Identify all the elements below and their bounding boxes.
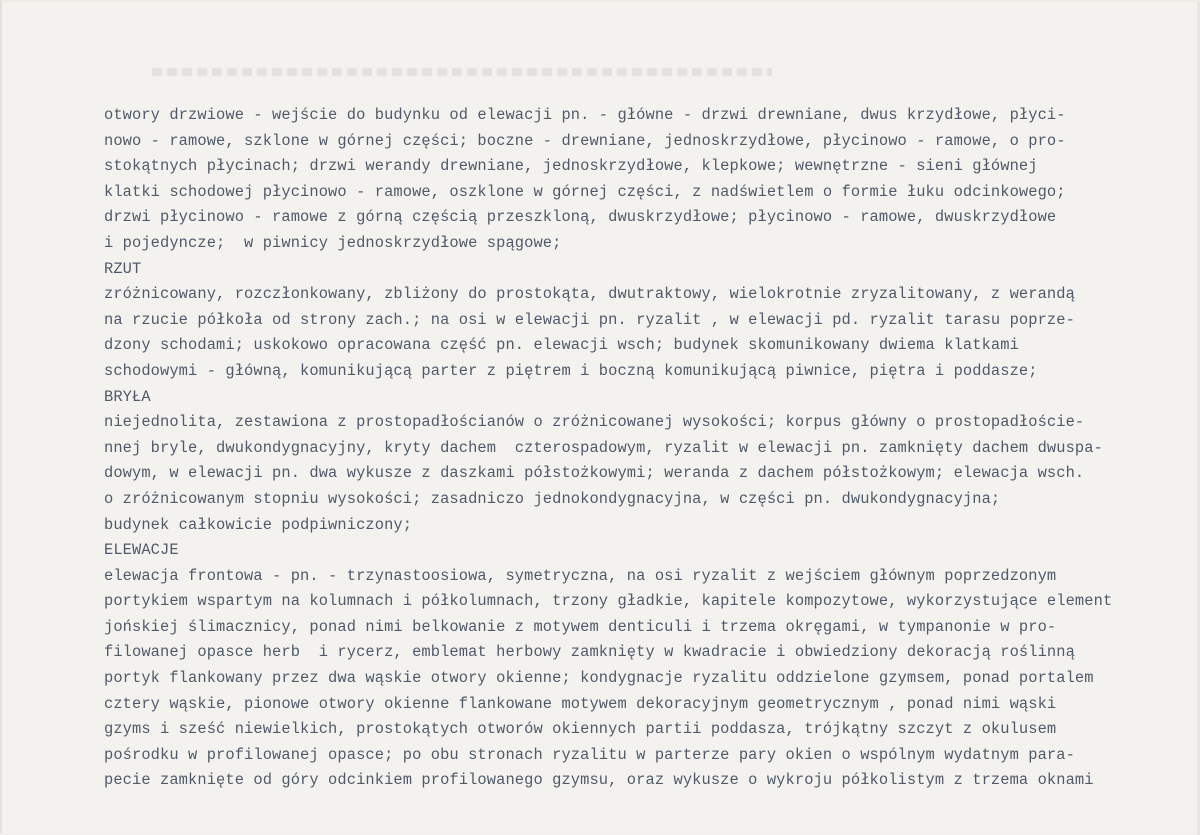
text-line: niejednolita, zestawiona z prostopadłościanów o zróżnicowanej wysokości; korpus główny o prostopadłoście- — [104, 413, 1085, 432]
text-line: filowanej opasce herb i rycerz, emblemat herbowy zamknięty w kwadracie i obwiedziony dekoracją roślinną — [104, 643, 1075, 662]
text-line: schodowymi - główną, komunikującą parter z piętrem i boczną komunikującą piwnice, piętra i poddasze; — [104, 361, 1038, 380]
text-line: klatki schodowej płycinowo - ramowe, oszklone w górnej części, z nadświetlem o formie łuku odcinkowego; — [104, 182, 1066, 201]
text-line: pośrodku w profilowanej opasce; po obu stronach ryzalitu w parterze pary okien o wspólnym wydatnym para- — [104, 745, 1075, 764]
text-line: otwory drzwiowe - wejście do budynku od elewacji pn. - główne - drzwi drewniane, dwus krzydłowe, płyci- — [104, 106, 1066, 124]
text-line: portyk flankowany przez dwa wąskie otwory okienne; kondygnacje ryzalitu oddzielone gzymsem, ponad portalem — [104, 669, 1094, 688]
text-line: stokątnych płycinach; drzwi werandy drewniane, jednoskrzydłowe, klepkowe; wewnętrzne - sieni głównej — [104, 157, 1038, 176]
text-line: nowo - ramowe, szklone w górnej części; boczne - drewniane, jednoskrzydłowe, płycinowo - ramowe, o pro- — [104, 131, 1066, 150]
text-line: i pojedyncze; w piwnicy jednoskrzydłowe spągowe; — [104, 233, 562, 252]
text-line: drzwi płycinowo - ramowe z górną częścią przeszkloną, dwuskrzydłowe; płycinowo - ramowe, dwuskrzydłowe — [104, 208, 1057, 227]
section-heading: BRYŁA — [104, 387, 151, 406]
text-line: o zróżnicowanym stopniu wysokości; zasadniczo jednokondygnacyjna, w części pn. dwukondygnacyjna; — [104, 489, 1001, 508]
text-line: nnej bryle, dwukondygnacyjny, kryty dachem czterospadowym, ryzalit w elewacji pn. zamknięty dachem dwuspa- — [104, 438, 1103, 457]
section-heading: ELEWACJE — [104, 541, 179, 560]
text-line: na rzucie półkoła od strony zach.; na osi w elewacji pn. ryzalit , w elewacji pd. ryzalit tarasu poprze- — [104, 310, 1075, 329]
show-through-text — [152, 68, 772, 76]
text-line: portykiem wspartym na kolumnach i półkolumnach, trzony gładkie, kapitele kompozytowe, wykorzystujące element — [104, 592, 1113, 611]
text-line: cztery wąskie, pionowe otwory okienne flankowane motywem dekoracyjnym geometrycznym , ponad nimi wąski — [104, 694, 1057, 713]
text-line: jońskiej ślimacznicy, ponad nimi belkowanie z motywem denticuli i trzema okręgami, w tympanonie w pro- — [104, 617, 1057, 636]
text-line: pecie zamknięte od góry odcinkiem profilowanego gzymsu, oraz wykusze o wykroju półkolistym z trzema oknami — [104, 771, 1094, 790]
text-line: elewacja frontowa - pn. - trzynastoosiowa, symetryczna, na osi ryzalit z wejściem głównym poprzedzonym — [104, 566, 1057, 585]
text-line: zróżnicowany, rozczłonkowany, zbliżony do prostokąta, dwutraktowy, wielokrotnie zryzalitowany, z werandą — [104, 285, 1075, 304]
text-line: dowym, w elewacji pn. dwa wykusze z daszkami półstożkowymi; weranda z dachem półstożkowym; elewacja wsch. — [104, 464, 1085, 483]
text-line: dzony schodami; uskokowo opracowana część pn. elewacji wsch; budynek skomunikowany dwiema klatkami — [104, 336, 1019, 355]
section-heading: RZUT — [104, 259, 142, 278]
typewritten-text — [104, 103, 1200, 794]
text-line: budynek całkowicie podpiwniczony; — [104, 515, 413, 534]
text-line: gzyms i sześć niewielkich, prostokątych otworów okiennych partii poddasza, trójkątny szczyt z okulusem — [104, 720, 1057, 739]
